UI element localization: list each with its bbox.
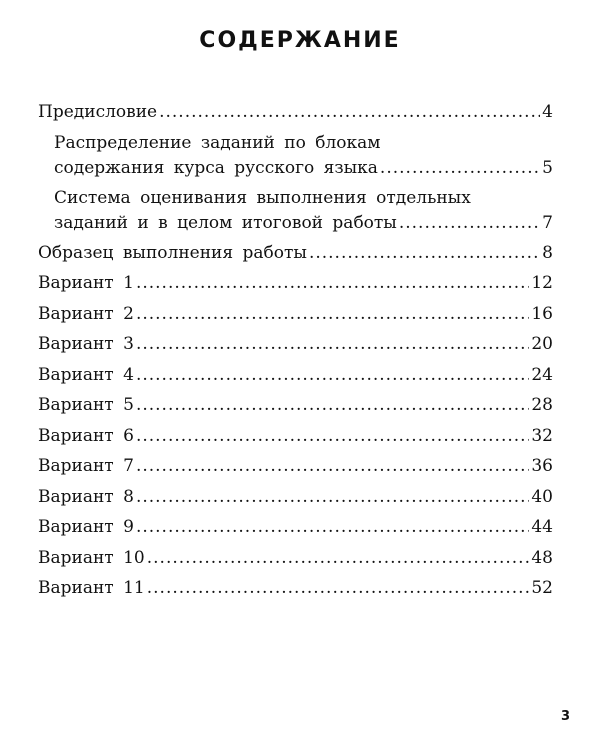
dot-leader <box>380 156 540 181</box>
toc-entry-page: 28 <box>531 395 553 415</box>
toc-entry-label: Вариант 1 <box>38 273 134 293</box>
toc-subentry-label-line1: Система оценивания выполнения отдельных <box>54 187 471 208</box>
toc-entry-label: Вариант 5 <box>38 395 134 415</box>
dot-leader <box>136 363 529 388</box>
dot-leader <box>147 546 530 571</box>
dot-leader <box>136 515 529 540</box>
toc-entry-page: 12 <box>531 273 553 293</box>
toc-entry-page: 48 <box>531 547 553 568</box>
toc-entry-label: Вариант 8 <box>38 486 134 507</box>
dot-leader <box>147 576 530 601</box>
toc-entry-label: Вариант 4 <box>38 364 134 385</box>
toc-entry-label: Вариант 7 <box>38 456 134 476</box>
toc-entry-label: Вариант 6 <box>38 425 134 446</box>
toc-entry-preface[interactable] <box>38 100 553 131</box>
toc-entry-label: Вариант 11 <box>38 578 145 598</box>
dot-leader <box>136 424 529 449</box>
dot-leader <box>399 211 540 236</box>
toc-entry-label: Вариант 3 <box>38 334 134 354</box>
toc-subentry-distribution[interactable] <box>38 131 553 181</box>
toc-subentry-label-line1: Распределение заданий по блокам <box>54 132 381 153</box>
toc-entry-label: Предисловие <box>38 102 158 122</box>
toc-entry-page: 7 <box>542 212 553 233</box>
dot-leader <box>309 241 540 266</box>
toc-entry-page: 5 <box>542 157 553 178</box>
toc-entry-variant-2[interactable] <box>38 302 553 333</box>
toc-entry-label: Вариант 10 <box>38 547 145 568</box>
toc-entry-variant-6[interactable] <box>38 424 553 455</box>
toc-entry-page: 24 <box>531 364 553 385</box>
page-number: 3 <box>560 709 570 724</box>
table-of-contents <box>38 100 553 607</box>
toc-entry-page: 52 <box>531 578 553 598</box>
dot-leader <box>136 302 529 327</box>
toc-subentry-label-line2: содержания курса русского языка <box>54 157 378 178</box>
toc-subentry-label-line2: заданий и в целом итоговой работы <box>54 212 397 233</box>
dot-leader <box>136 454 529 479</box>
dot-leader <box>136 271 529 296</box>
toc-entry-page: 4 <box>542 102 553 122</box>
toc-entry-page: 44 <box>531 517 553 537</box>
page-title: СОДЕРЖАНИЕ <box>199 28 401 53</box>
toc-entry-variant-7[interactable] <box>38 454 553 485</box>
toc-entry-page: 40 <box>531 486 553 507</box>
toc-entry-variant-11[interactable] <box>38 576 553 607</box>
toc-entry-label: Вариант 9 <box>38 517 134 537</box>
toc-entry-sample[interactable] <box>38 241 553 272</box>
toc-entry-variant-3[interactable] <box>38 332 553 363</box>
dot-leader <box>136 485 529 510</box>
dot-leader <box>159 100 540 125</box>
toc-entry-page: 8 <box>542 242 553 263</box>
toc-entry-variant-5[interactable] <box>38 393 553 424</box>
toc-entry-label: Образец выполнения работы <box>38 242 307 263</box>
dot-leader <box>136 393 529 418</box>
toc-subentry-assessment[interactable] <box>38 186 553 236</box>
dot-leader <box>136 332 529 357</box>
toc-entry-variant-8[interactable] <box>38 485 553 516</box>
toc-entry-variant-9[interactable] <box>38 515 553 546</box>
toc-entry-label: Вариант 2 <box>38 303 134 324</box>
toc-entry-variant-1[interactable] <box>38 271 553 302</box>
toc-entry-variant-10[interactable] <box>38 546 553 577</box>
toc-entry-page: 32 <box>531 425 553 446</box>
toc-entry-page: 36 <box>531 456 553 476</box>
toc-entry-page: 20 <box>531 334 553 354</box>
toc-entry-variant-4[interactable] <box>38 363 553 394</box>
toc-entry-page: 16 <box>531 303 553 324</box>
